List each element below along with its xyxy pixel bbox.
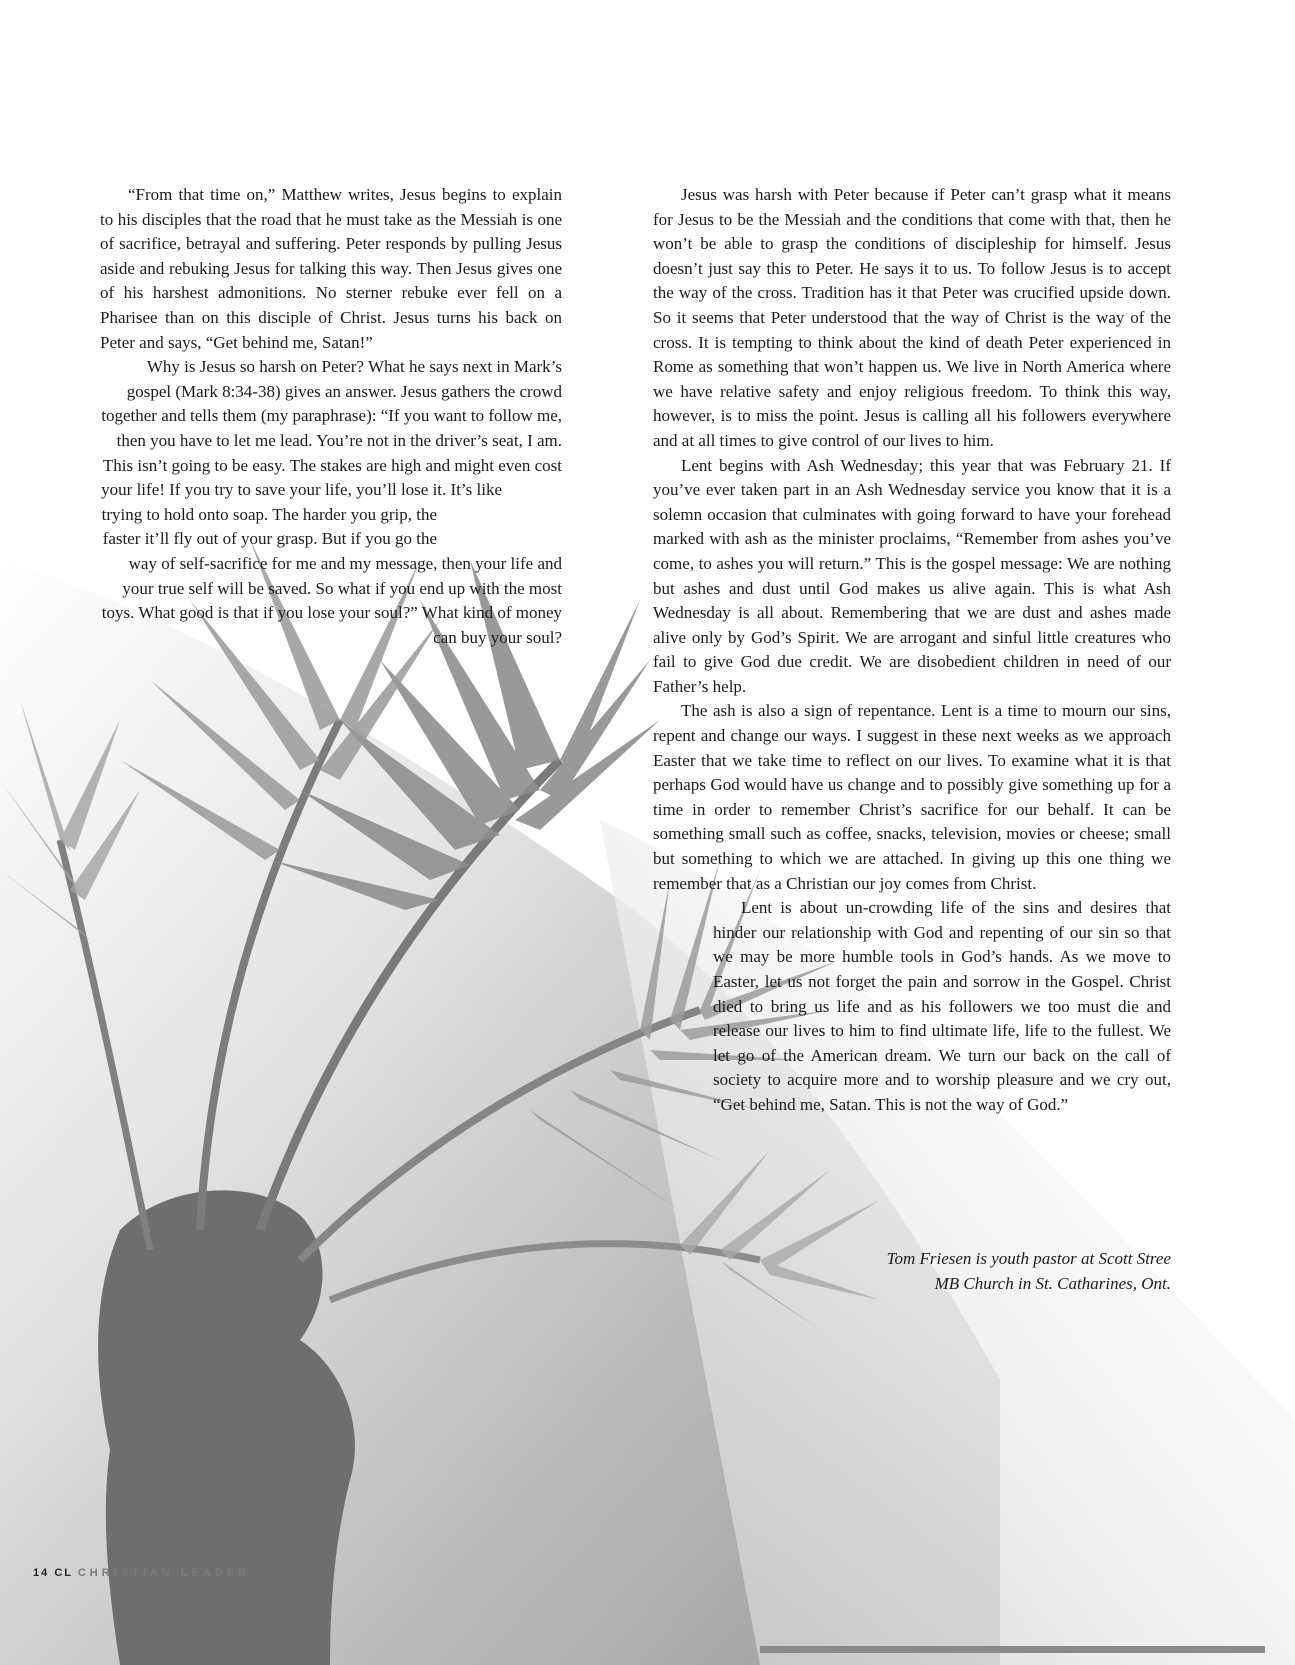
page-number: 14: [33, 1567, 50, 1579]
wrap-spacer: [502, 491, 562, 516]
magazine-name: CHRISTIAN LEADER: [77, 1567, 251, 1579]
paragraph: The ash is also a sign of repentance. Lent is a time to mourn our sins, repent and change our ways. I suggest in these next weeks as we approach Easter that we take time to reflect on our lives. To examine what it is that perhaps God would have us change and to possibly give something up for a time in order to remember Christ’s sacrifice for our behalf. It can be something small such as coffee, snacks, television, movies or cheese; small but something to which we are attached. In giving up this one thing we remember that as a Christian our joy comes from Christ.: [653, 701, 1171, 893]
page-footer: [33, 1567, 250, 1579]
wrap-spacer: [437, 516, 562, 541]
article-column-right: [653, 183, 1171, 1118]
paragraph: Why is Jesus so harsh on Peter? What he says next in Mark’s gospel (Mark 8:34-38) gives an answer. Jesus gathers the crowd together and tells them (my paraphrase): “If you want to follow me, then you have to let me lead. You’re not in the driver’s seat, I am. This isn’t going to be easy. The stakes are high and might even cost your life! If you try to save your life, you’ll lose it. It’s like trying to hold onto soap. The harder you grip, the faster it’ll fly out of your grasp. But if you go the way of self-sacrifice for me and my message, then your life and your true self will be saved. So what if you end up with the most toys. What good is that if you lose your soul?” What kind of money can buy your soul?: [101, 357, 562, 647]
paragraph: Lent begins with Ash Wednesday; this year that was February 21. If you’ve ever taken part in an Ash Wednesday service you know that it is a solemn occasion that culminates with going forward to have your forehead marked with ash as the minister proclaims, “Remember from ashes you’ve come, to ashes you will return.” This is the gospel message: We are nothing but ashes and dust until God makes us alive again. This is what Ash Wednesday is all about. Remembering that we are dust and ashes made alive only by God’s Spirit. We are arrogant and sinful little creatures who fail to give God due credit. We are disobedient children in need of our Father’s help.: [653, 455, 1171, 696]
author-byline: [887, 1247, 1171, 1296]
paragraph: Jesus was harsh with Peter because if Peter can’t grasp what it means for Jesus to be the Messiah and the conditions that come with that, then he won’t be able to grasp the conditions of discipleship for himself. Jesus doesn’t just say this to Peter. He says it to us. To follow Jesus is to accept the way of the cross. Tradition has it that Peter was crucified upside down. So it seems that Peter understood that the way of Christ is the way of the cross. It is tempting to think about the kind of death Peter experienced in Rome as something that won’t happen us. We live in North America where we have relative safety and enjoy religious freedom. To think this way, however, is to miss the point. Jesus is calling all his followers everywhere and at all times to give control of our lives to him.: [653, 185, 1171, 450]
byline-line: Tom Friesen is youth pastor at Scott Stree: [886, 1249, 1171, 1268]
magazine-abbrev: CL: [54, 1567, 73, 1579]
article-column-left: [100, 183, 562, 650]
bottom-rule: [760, 1646, 1265, 1653]
paragraph: Lent is about un-crowding life of the sins and desires that hinder our relationship with God and repenting of our sin so that we may be more humble tools in God’s hands. As we move to Easter, let us not forget the pain and sorrow in the Gospel. Christ died to bring us life and as his followers we too must die and release our lives to him to find ultimate life, life to the fullest. We let go of the American dream. We turn our back on the call of society to acquire more and to worship pleasure and we cry out, “Get behind me, Satan. This is not the way of God.”: [713, 898, 1171, 1114]
byline-line: MB Church in St. Catharines, Ont.: [934, 1273, 1171, 1293]
paragraph: “From that time on,” Matthew writes, Jesus begins to explain to his disciples that the road that he must take as the Messiah is one of sacrifice, betrayal and suffering. Peter responds by pulling Jesus aside and rebuking Jesus for talking this way. Then Jesus gives one of his harshest admonitions. No sterner rebuke ever fell on a Pharisee than on this disciple of Christ. Jesus turns his back on Peter and says, “Get behind me, Satan!”: [100, 185, 562, 352]
